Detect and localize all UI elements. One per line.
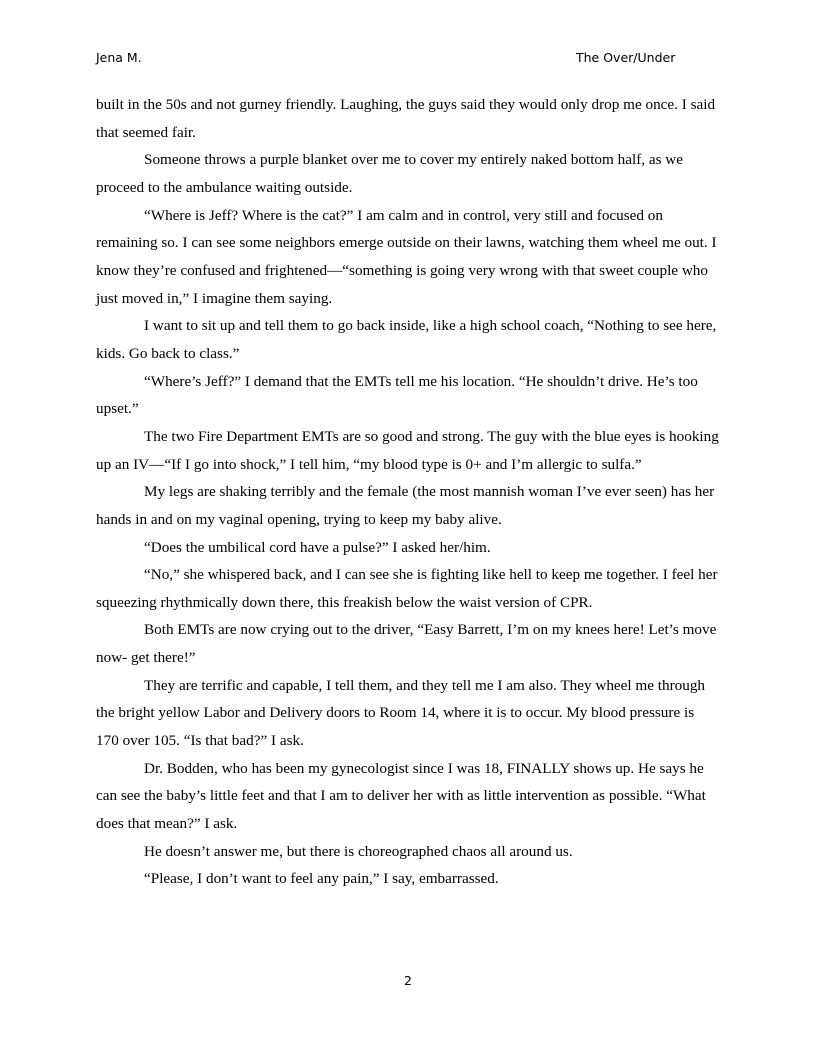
paragraph: “No,” she whispered back, and I can see she is fighting like hell to keep me together. I feel her squeezing rhythmically down there, this freakish below the waist version of CPR. [96, 566, 718, 611]
paragraph: “Where is Jeff? Where is the cat?” I am calm and in control, very still and focused on remaining so. I can see some neighbors emerge outside on their lawns, watching them wheel me out. I know they’re confused and frightened—“something is going very wrong with that sweet couple who just moved in,” I imagine them saying. [96, 206, 717, 307]
paragraph: My legs are shaking terribly and the female (the most mannish woman I’ve ever seen) has her hands in and on my vaginal opening, trying to keep my baby alive. [96, 483, 715, 528]
page-number: 2 [404, 973, 412, 988]
header-title: The Over/Under [576, 50, 676, 65]
paragraph: “Does the umbilical cord have a pulse?” I asked her/him. [144, 538, 491, 556]
paragraph: Someone throws a purple blanket over me to cover my entirely naked bottom half, as we proceed to the ambulance waiting outside. [96, 151, 684, 196]
paragraph: I want to sit up and tell them to go back inside, like a high school coach, “Nothing to see here, kids. Go back to class.” [96, 317, 717, 362]
paragraph: Both EMTs are now crying out to the driver, “Easy Barrett, I’m on my knees here! Let’s move now- get there!” [96, 621, 717, 667]
paragraph: “Please, I don’t want to feel any pain,” I say, embarrassed. [144, 870, 499, 888]
paragraph: “Where’s Jeff?” I demand that the EMTs tell me his location. “He shouldn’t drive. He’s too upset.” [96, 372, 698, 418]
paragraph: He doesn’t answer me, but there is choreographed chaos all around us. [144, 842, 573, 860]
body-text [96, 91, 720, 893]
paragraph: They are terrific and capable, I tell them, and they tell me I am also. They wheel me through the bright yellow Labor and Delivery doors to Room 14, where it is to occur. My blood pressure is 170 over 105. “Is that bad?” I ask. [96, 676, 706, 750]
paragraph: Dr. Bodden, who has been my gynecologist since I was 18, FINALLY shows up. He says he can see the baby’s little feet and that I am to deliver her with as little intervention as possible. “What does that mean?” I ask. [96, 759, 706, 833]
paragraph: built in the 50s and not gurney friendly. Laughing, the guys said they would only drop me once. I said that seemed fair. [96, 96, 716, 141]
header-author: Jena M. [96, 50, 142, 65]
paragraph: The two Fire Department EMTs are so good and strong. The guy with the blue eyes is hooking up an IV—“If I go into shock,” I tell him, “my blood type is 0+ and I’m allergic to sulfa.” [96, 427, 719, 473]
